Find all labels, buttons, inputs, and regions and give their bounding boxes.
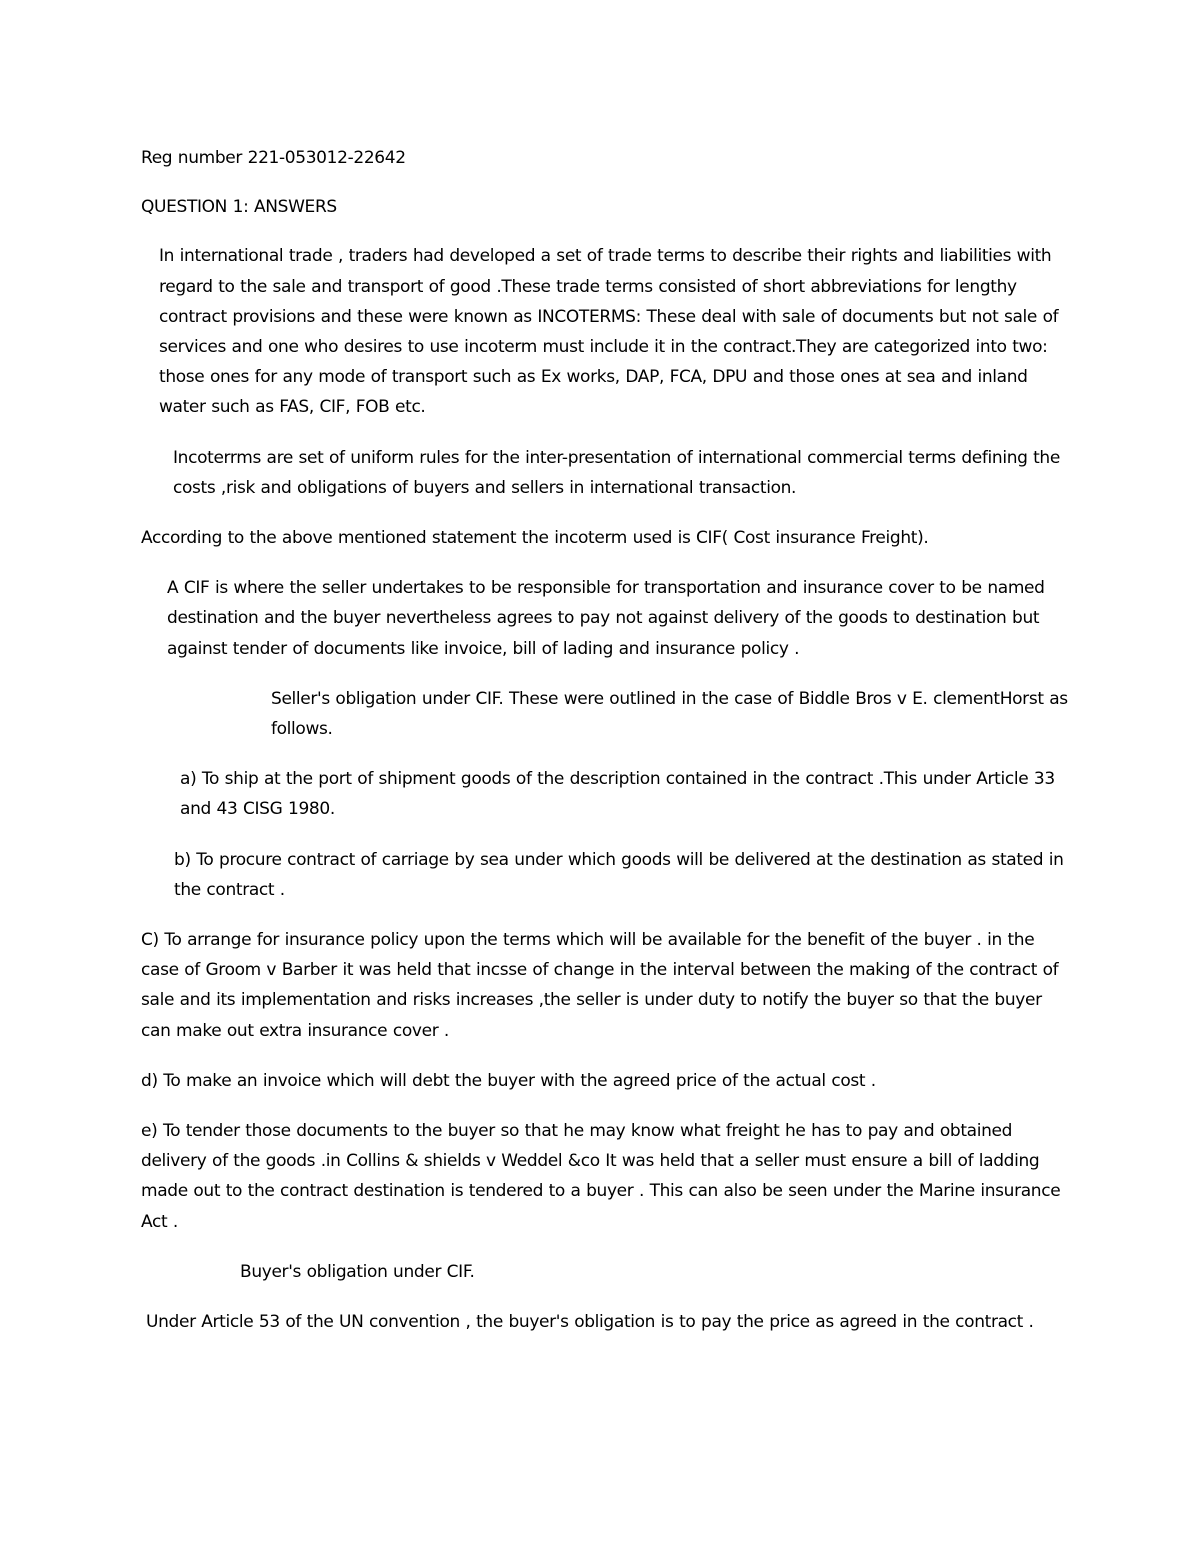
reg-number: Reg number 221-053012-22642 bbox=[141, 148, 406, 168]
question-heading: QUESTION 1: ANSWERS bbox=[141, 197, 337, 218]
paragraph-cif-definition: A CIF is where the seller undertakes to be responsible for transportation and insurance cover to be named destination and the buyer nevertheless agrees to pay not against delivery of the goods to destination but against tender of documents like invoice, bill of lading and insurance policy . bbox=[167, 578, 1045, 659]
paragraph-incoterms-definition: Incoterrms are set of uniform rules for the inter-presentation of international commercial terms defining the costs ,risk and obligations of buyers and sellers in international transaction. bbox=[173, 447, 1060, 498]
list-item-seller-b: b) To procure contract of carriage by sea under which goods will be delivered at the destination as stated in the contract . bbox=[174, 849, 1064, 900]
list-item-seller-c: C) To arrange for insurance policy upon the terms which will be available for the benefit of the buyer . in the case of Groom v Barber it was held that incsse of change in the interval between the making of the contract of sale and its implementation and risks increases ,the seller is under duty to notify the buyer so that the buyer can make out extra insurance cover . bbox=[141, 930, 1059, 1041]
paragraph-seller-obligation-heading: Seller's obligation under CIF. These were outlined in the case of Biddle Bros v E. clementHorst as follows. bbox=[271, 688, 1068, 740]
list-item-seller-d: d) To make an invoice which will debt the buyer with the agreed price of the actual cost . bbox=[141, 1070, 876, 1091]
list-item-seller-e: e) To tender those documents to the buyer so that he may know what freight he has to pay and obtained delivery of the goods .in Collins & shields v Weddel &co It was held that a seller must ensure a bill of ladding made out to the contract destination is tendered to a buyer . This can also be seen under the Marine insurance Act . bbox=[141, 1121, 1061, 1232]
paragraph-buyer-obligation: Under Article 53 of the UN convention , the buyer's obligation is to pay the price as agreed in the contract . bbox=[146, 1312, 1034, 1333]
document-body bbox=[141, 143, 1071, 1337]
paragraph-buyer-obligation-heading: Buyer's obligation under CIF. bbox=[240, 1261, 475, 1282]
list-item-seller-a: a) To ship at the port of shipment goods of the description contained in the contract .This under Article 33 and 43 CISG 1980. bbox=[180, 769, 1055, 820]
paragraph-incoterms-intro: In international trade , traders had developed a set of trade terms to describe their rights and liabilities with regard to the sale and transport of good .These trade terms consisted of short abbreviations for lengthy contract provisions and these were known as INCOTERMS: These deal with sale of documents but not sale of services and one who desires to use incoterm must include it in the contract.They are categorized into two: those ones for any mode of transport such as Ex works, DAP, FCA, DPU and those ones at sea and inland water such as FAS, CIF, FOB etc. bbox=[159, 246, 1059, 418]
paragraph-incoterm-used: According to the above mentioned statement the incoterm used is CIF( Cost insurance Freight). bbox=[141, 528, 929, 549]
